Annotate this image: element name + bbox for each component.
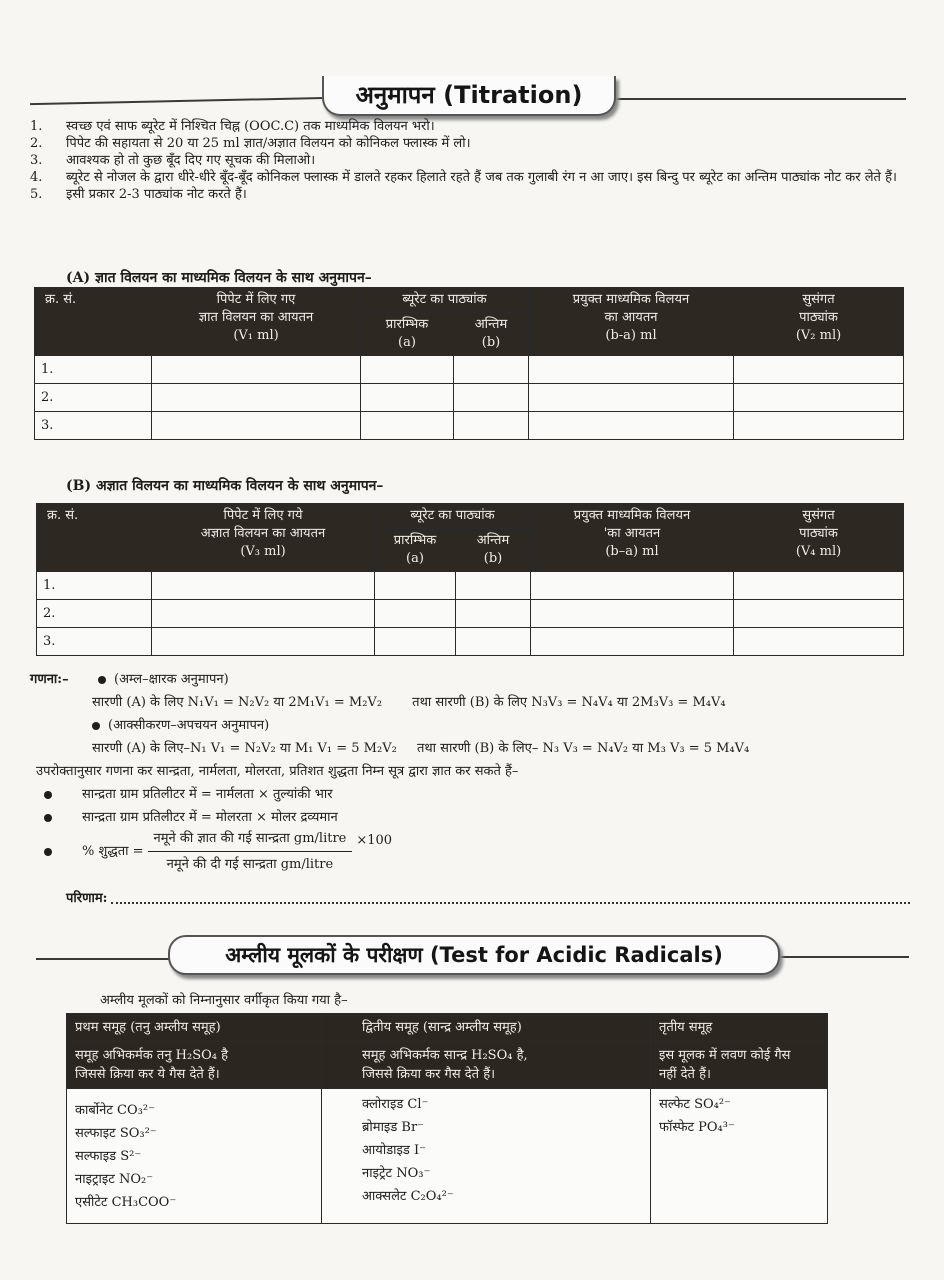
table-row: 3. — [35, 412, 904, 440]
cell[interactable] — [456, 572, 531, 600]
title-rule-left — [36, 958, 176, 960]
table-row: 2. — [37, 600, 904, 628]
bullet-icon — [44, 848, 52, 856]
result-blank[interactable] — [111, 902, 910, 904]
section-title-titration — [322, 76, 616, 116]
cell[interactable] — [454, 384, 529, 412]
group-3-desc: इस मूलक में लवण कोई गैस नहीं देते हैं। — [651, 1042, 828, 1089]
procedure-steps — [30, 118, 910, 203]
radical-item: आक्सलेट C₂O₄²⁻ — [362, 1189, 454, 1204]
cell[interactable] — [375, 600, 456, 628]
redox-formulas: सारणी (A) के लिए–N₁ V₁ = N₂V₂ या M₁ V₁ = 5 M₂V₂ तथा सारणी (B) के लिए– N₃ V₃ = N₄V₂ या M₃ V₃ = 5 M₄V₄ — [92, 741, 750, 756]
bullet-icon — [98, 676, 106, 684]
table-row: 1. — [37, 572, 904, 600]
cell[interactable] — [375, 628, 456, 656]
cell[interactable] — [152, 628, 375, 656]
cell[interactable] — [361, 384, 454, 412]
group-1-radicals — [67, 1089, 322, 1224]
group-2-desc: समूह अभिकर्मक सान्द्र H₂SO₄ है, जिससे क्रिया कर गैस देते हैं। — [322, 1042, 651, 1089]
table-a — [34, 287, 904, 440]
cell[interactable] — [454, 412, 529, 440]
col-used-volume: प्रयुक्त माध्यमिक विलयन 'का आयतन (b–a) ml — [531, 504, 734, 572]
calculation-section — [30, 668, 920, 910]
cell[interactable] — [456, 600, 531, 628]
acidic-radicals-intro: अम्लीय मूलकों को निम्नानुसार वर्गीकृत किया गया है– — [100, 993, 348, 1008]
col-concordant: सुसंगत पाठ्यांक (V₂ ml) — [734, 288, 904, 356]
title-rule-right — [775, 956, 909, 958]
radical-item: सल्फाइड S²⁻ — [75, 1149, 142, 1164]
group-1-desc: समूह अभिकर्मक तनु H₂SO₄ है जिससे क्रिया कर ये गैस देते हैं। — [67, 1042, 322, 1089]
bullet-normality: सान्द्रता ग्राम प्रतिलीटर में = नार्मलता × तुल्यांकी भार — [30, 783, 920, 806]
radical-item: नाइट्राइट NO₂⁻ — [75, 1172, 154, 1187]
cell[interactable] — [531, 600, 734, 628]
radical-item: नाइट्रेट NO₃⁻ — [362, 1166, 431, 1181]
table-b-heading: (B) अज्ञात विलयन का माध्यमिक विलयन के साथ अनुमापन– — [66, 478, 384, 494]
title-rule-left — [30, 97, 330, 105]
col-used-volume: प्रयुक्त माध्यमिक विलयन का आयतन (b-a) ml — [529, 288, 734, 356]
cell[interactable] — [456, 628, 531, 656]
cell[interactable] — [152, 572, 375, 600]
radical-item: क्लोराइड Cl⁻ — [362, 1097, 429, 1112]
cell[interactable] — [152, 384, 361, 412]
radical-item: कार्बोनेट CO₃²⁻ — [75, 1103, 155, 1118]
cell[interactable] — [531, 628, 734, 656]
col-serial: क्र. सं. — [37, 504, 152, 572]
calc-label: गणना:– — [30, 672, 69, 687]
cell[interactable] — [531, 572, 734, 600]
col-final: अन्तिम (b) — [454, 313, 529, 356]
table-b — [36, 503, 904, 656]
acid-base-formulas: सारणी (A) के लिए N₁V₁ = N₂V₂ या 2M₁V₁ = M₂V₂ तथा सारणी (B) के लिए N₃V₃ = N₄V₄ या 2M₃V₃ = M₄V₄ — [92, 695, 726, 710]
step-item: 1. स्वच्छ एवं साफ ब्यूरेट में निश्चित चिह्न (OOC.C) तक माध्यमिक विलयन भरो। — [30, 119, 435, 134]
col-initial: प्रारम्भिक (a) — [375, 529, 456, 572]
table-row: 1. — [35, 356, 904, 384]
group-3-radicals — [651, 1089, 828, 1224]
calc-summary: उपरोक्तानुसार गणना कर सान्द्रता, नार्मलता, मोलरता, प्रतिशत शुद्धता निम्न सूत्र द्वारा ज्ञात कर सकते हैं– — [36, 764, 519, 779]
step-item: 4. ब्यूरेट से नोजल के द्वारा धीरे-धीरे बूँद-बूँद कोनिकल फ्लास्क में डालते रहकर हिलाते रहते हैं जब तक गुलाबी रंग न आ जाए। इस बिन्दु पर ब्यूरेट का अन्तिम पाठ्यांक नोट कर लेते हैं। — [30, 170, 897, 185]
cell[interactable] — [361, 412, 454, 440]
col-burette-reading: ब्यूरेट का पाठ्यांक — [361, 288, 529, 313]
col-pipette-volume: पिपेट में लिए गये अज्ञात विलयन का आयतन (V₃ ml) — [152, 504, 375, 572]
radical-item: फॉस्फेट PO₄³⁻ — [659, 1120, 735, 1135]
radical-item: ब्रोमाइड Br⁻ — [362, 1120, 425, 1135]
table-a-heading: (A) ज्ञात विलयन का माध्यमिक विलयन के साथ अनुमापन– — [66, 270, 372, 286]
step-item: 3. आवश्यक हो तो कुछ बूँद दिए गए सूचक की मिलाओ। — [30, 153, 316, 168]
cell[interactable] — [152, 356, 361, 384]
cell[interactable] — [375, 572, 456, 600]
bullet-purity: % शुद्धता = $\frac{\text{नमूने की ज्ञात की गई सान्द्रता gm/litre}}{\text{नमूने की दी गई सान्द्रता gm/litre}}$ ×100 — [30, 829, 920, 875]
bullet-molarity: सान्द्रता ग्राम प्रतिलीटर में = मोलरता × मोलर द्रव्यमान — [30, 806, 920, 829]
bullet-icon — [44, 814, 52, 822]
radical-item: एसीटेट CH₃COO⁻ — [75, 1195, 177, 1210]
title-rule-right — [610, 98, 906, 100]
col-serial: क्र. सं. — [35, 288, 152, 356]
cell[interactable] — [734, 572, 904, 600]
calc-acid-base-line: गणना:– (अम्ल–क्षारक अनुमापन) — [30, 668, 920, 691]
calc-redox-line: (आक्सीकरण–अपचयन अनुमापन) — [30, 714, 920, 737]
group-3-title: तृतीय समूह — [651, 1014, 828, 1042]
section-title-acidic-radicals: अम्लीय मूलकों के परीक्षण (Test for Acidic Radicals) — [168, 935, 780, 975]
cell[interactable] — [734, 628, 904, 656]
step-item: 2. पिपेट की सहायता से 20 या 25 ml ज्ञात/अज्ञात विलयन को कोनिकल फ्लास्क में लो। — [30, 136, 471, 151]
cell[interactable] — [529, 412, 734, 440]
cell[interactable] — [152, 412, 361, 440]
acidic-radicals-table — [66, 1013, 828, 1224]
col-final: अन्तिम (b) — [456, 529, 531, 572]
cell[interactable] — [361, 356, 454, 384]
col-concordant: सुसंगत पाठ्यांक (V₄ ml) — [734, 504, 904, 572]
cell[interactable] — [734, 412, 904, 440]
cell[interactable] — [529, 384, 734, 412]
group-1-title: प्रथम समूह (तनु अम्लीय समूह) — [67, 1014, 322, 1042]
purity-fraction: $\frac{\text{नमूने की ज्ञात की गई सान्द्रता gm/litre}}{\text{नमूने की दी गई सान्द्रता gm/litre}}$ — [148, 829, 353, 875]
section-title-text: अनुमापन (Titration) — [355, 81, 583, 109]
cell[interactable] — [734, 600, 904, 628]
group-2-title: द्वितीय समूह (सान्द्र अम्लीय समूह) — [322, 1014, 651, 1042]
step-item: 5. इसी प्रकार 2-3 पाठ्यांक नोट करते हैं। — [30, 187, 247, 202]
col-burette-reading: ब्यूरेट का पाठ्यांक — [375, 504, 531, 529]
bullet-icon — [92, 722, 100, 730]
radical-item: आयोडाइड I⁻ — [362, 1143, 426, 1158]
bullet-icon — [44, 791, 52, 799]
radical-item: सल्फेट SO₄²⁻ — [659, 1097, 731, 1112]
cell[interactable] — [454, 356, 529, 384]
col-initial: प्रारम्भिक (a) — [361, 313, 454, 356]
cell[interactable] — [734, 384, 904, 412]
cell[interactable] — [152, 600, 375, 628]
cell[interactable] — [529, 356, 734, 384]
table-row: 3. — [37, 628, 904, 656]
radical-item: सल्फाइट SO₃²⁻ — [75, 1126, 157, 1141]
col-pipette-volume: पिपेट में लिए गए ज्ञात विलयन का आयतन (V₁ ml) — [152, 288, 361, 356]
group-2-radicals — [322, 1089, 651, 1224]
table-row: 2. — [35, 384, 904, 412]
cell[interactable] — [734, 356, 904, 384]
result-line: परिणाम: — [30, 887, 920, 910]
